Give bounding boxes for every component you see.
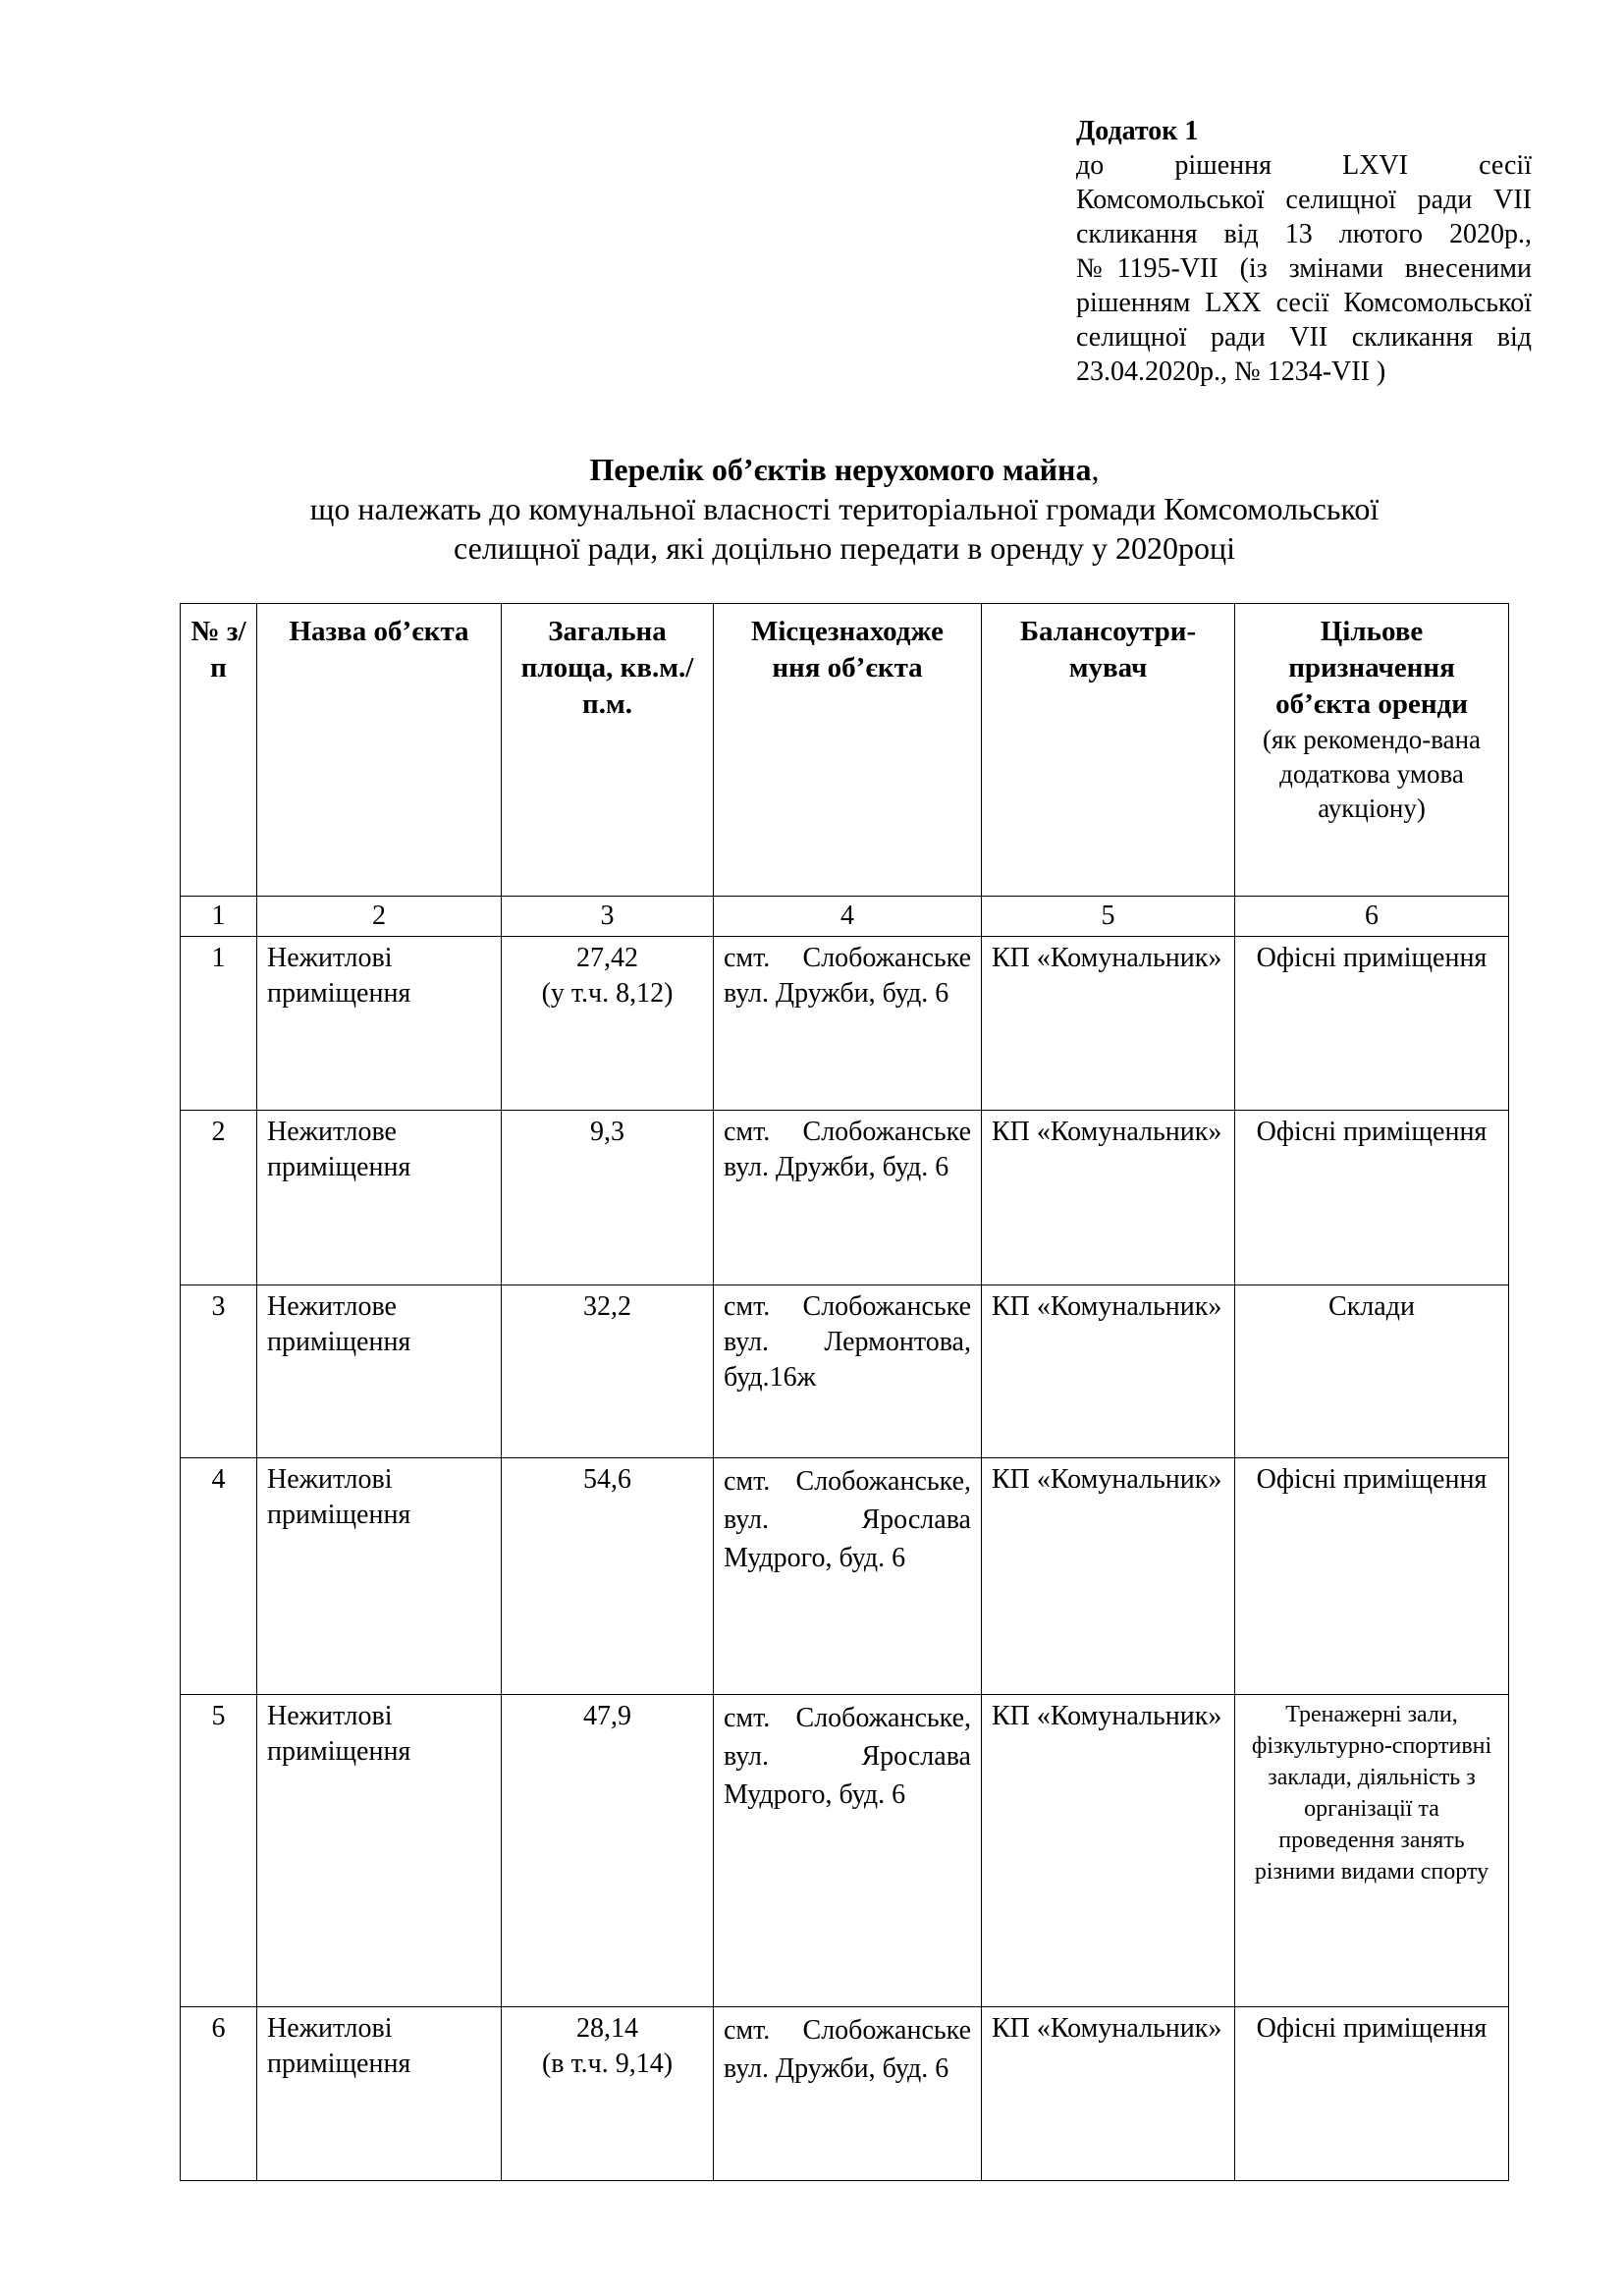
column-number: 5: [982, 897, 1235, 937]
title-bold-suffix: ,: [1091, 452, 1100, 487]
row-purpose: Офісні приміщення: [1235, 1458, 1509, 1695]
header-purpose-note: (як рекомендо-вана додаткова умова аукціону): [1262, 725, 1482, 823]
row-name: Нежитлове приміщення: [257, 1111, 502, 1285]
column-number: 3: [502, 897, 714, 937]
row-location: смт. Слобожанське вул. Дружби, буд. 6: [714, 937, 982, 1111]
row-holder: КП «Комунальник»: [982, 2007, 1235, 2181]
appendix-body: до рішення LXVI сесії Комсомольської селищної ради VII скликання від 13 лютого 2020р., №1195-VII (із змінами внесеними рішенням LXX сесії Комсомольської селищної ради VII скликання від 23.04.2020р., № 1234-VII ): [1076, 150, 1532, 387]
table-header-row: [181, 604, 1509, 897]
row-holder: КП «Комунальник»: [982, 1111, 1235, 1285]
row-purpose: Тренажерні зали, фізкультурно-спортивні заклади, діяльність з організації та проведення занять різними видами спорту: [1235, 1695, 1509, 2007]
row-area: [502, 2007, 714, 2181]
row-location: смт. Слобожанське вул. Лермонтова, буд.16ж: [714, 1285, 982, 1458]
title-bold: Перелік об’єктів нерухомого майна: [589, 452, 1092, 487]
row-holder: КП «Комунальник»: [982, 1458, 1235, 1695]
header-location: Місцезнаходже ння об’єкта: [714, 604, 982, 897]
row-area: [502, 1458, 714, 1695]
row-num: 4: [181, 1458, 257, 1695]
row-area-value: 47,9: [583, 1701, 631, 1731]
header-holder: Балансоутри-мувач: [982, 604, 1235, 897]
row-location: смт. Слобожанське вул. Дружби, буд. 6: [714, 1111, 982, 1285]
row-purpose: Офісні приміщення: [1235, 937, 1509, 1111]
row-location: смт. Слобожанське вул. Дружби, буд. 6: [714, 2007, 982, 2181]
column-numbers-row: [181, 897, 1509, 937]
row-name: Нежитлові приміщення: [257, 2007, 502, 2181]
table-row: [181, 2007, 1509, 2181]
header-area: Загальна площа, кв.м./п.м.: [502, 604, 714, 897]
row-purpose: Склади: [1235, 1285, 1509, 1458]
row-name: Нежитлове приміщення: [257, 1285, 502, 1458]
table-row: [181, 1111, 1509, 1285]
title-line-3: селищної ради, які доцільно передати в оренду у 2020році: [454, 530, 1235, 566]
title-line-2: що належать до комунальної власності територіальної громади Комсомольської: [309, 491, 1380, 526]
row-area-note: (в т.ч. 9,14): [541, 2049, 674, 2079]
row-area-value: 54,6: [583, 1464, 631, 1495]
header-num: № з/п: [181, 604, 257, 897]
table-row: [181, 937, 1509, 1111]
row-holder: КП «Комунальник»: [982, 1695, 1235, 2007]
appendix-title: Додаток 1: [1076, 116, 1199, 146]
row-area-value: 32,2: [583, 1291, 631, 1322]
row-holder: КП «Комунальник»: [982, 1285, 1235, 1458]
row-num: 6: [181, 2007, 257, 2181]
column-number: 2: [257, 897, 502, 937]
row-name: Нежитлові приміщення: [257, 937, 502, 1111]
row-location: смт. Слобожанське, вул. Ярослава Мудрого, буд. 6: [714, 1695, 982, 2007]
row-area-value: 28,14: [576, 2013, 638, 2044]
table-row: [181, 1285, 1509, 1458]
row-num: 1: [181, 937, 257, 1111]
objects-table: [180, 603, 1509, 2181]
row-num: 5: [181, 1695, 257, 2007]
document-title: [177, 450, 1512, 568]
row-name: Нежитлові приміщення: [257, 1458, 502, 1695]
row-purpose: Офісні приміщення: [1235, 1111, 1509, 1285]
column-number: 1: [181, 897, 257, 937]
row-holder: КП «Комунальник»: [982, 937, 1235, 1111]
row-area-note: (у т.ч. 8,12): [541, 978, 674, 1009]
title-line-1: [177, 450, 1512, 489]
row-area-value: 27,42: [576, 943, 638, 973]
column-number: 6: [1235, 897, 1509, 937]
table-row: [181, 1458, 1509, 1695]
row-area: [502, 1695, 714, 2007]
row-num: 3: [181, 1285, 257, 1458]
row-area: [502, 1111, 714, 1285]
row-area: [502, 1285, 714, 1458]
header-purpose-title: Цільове призначення об’єкта оренди: [1275, 616, 1468, 720]
appendix-block: [1076, 114, 1532, 389]
column-number: 4: [714, 897, 982, 937]
table-row: [181, 1695, 1509, 2007]
row-name: Нежитлові приміщення: [257, 1695, 502, 2007]
header-purpose: [1235, 604, 1509, 897]
row-area: [502, 937, 714, 1111]
row-purpose: Офісні приміщення: [1235, 2007, 1509, 2181]
header-name: Назва об’єкта: [257, 604, 502, 897]
row-location: смт. Слобожанське, вул. Ярослава Мудрого, буд. 6: [714, 1458, 982, 1695]
row-area-value: 9,3: [590, 1117, 624, 1147]
row-num: 2: [181, 1111, 257, 1285]
